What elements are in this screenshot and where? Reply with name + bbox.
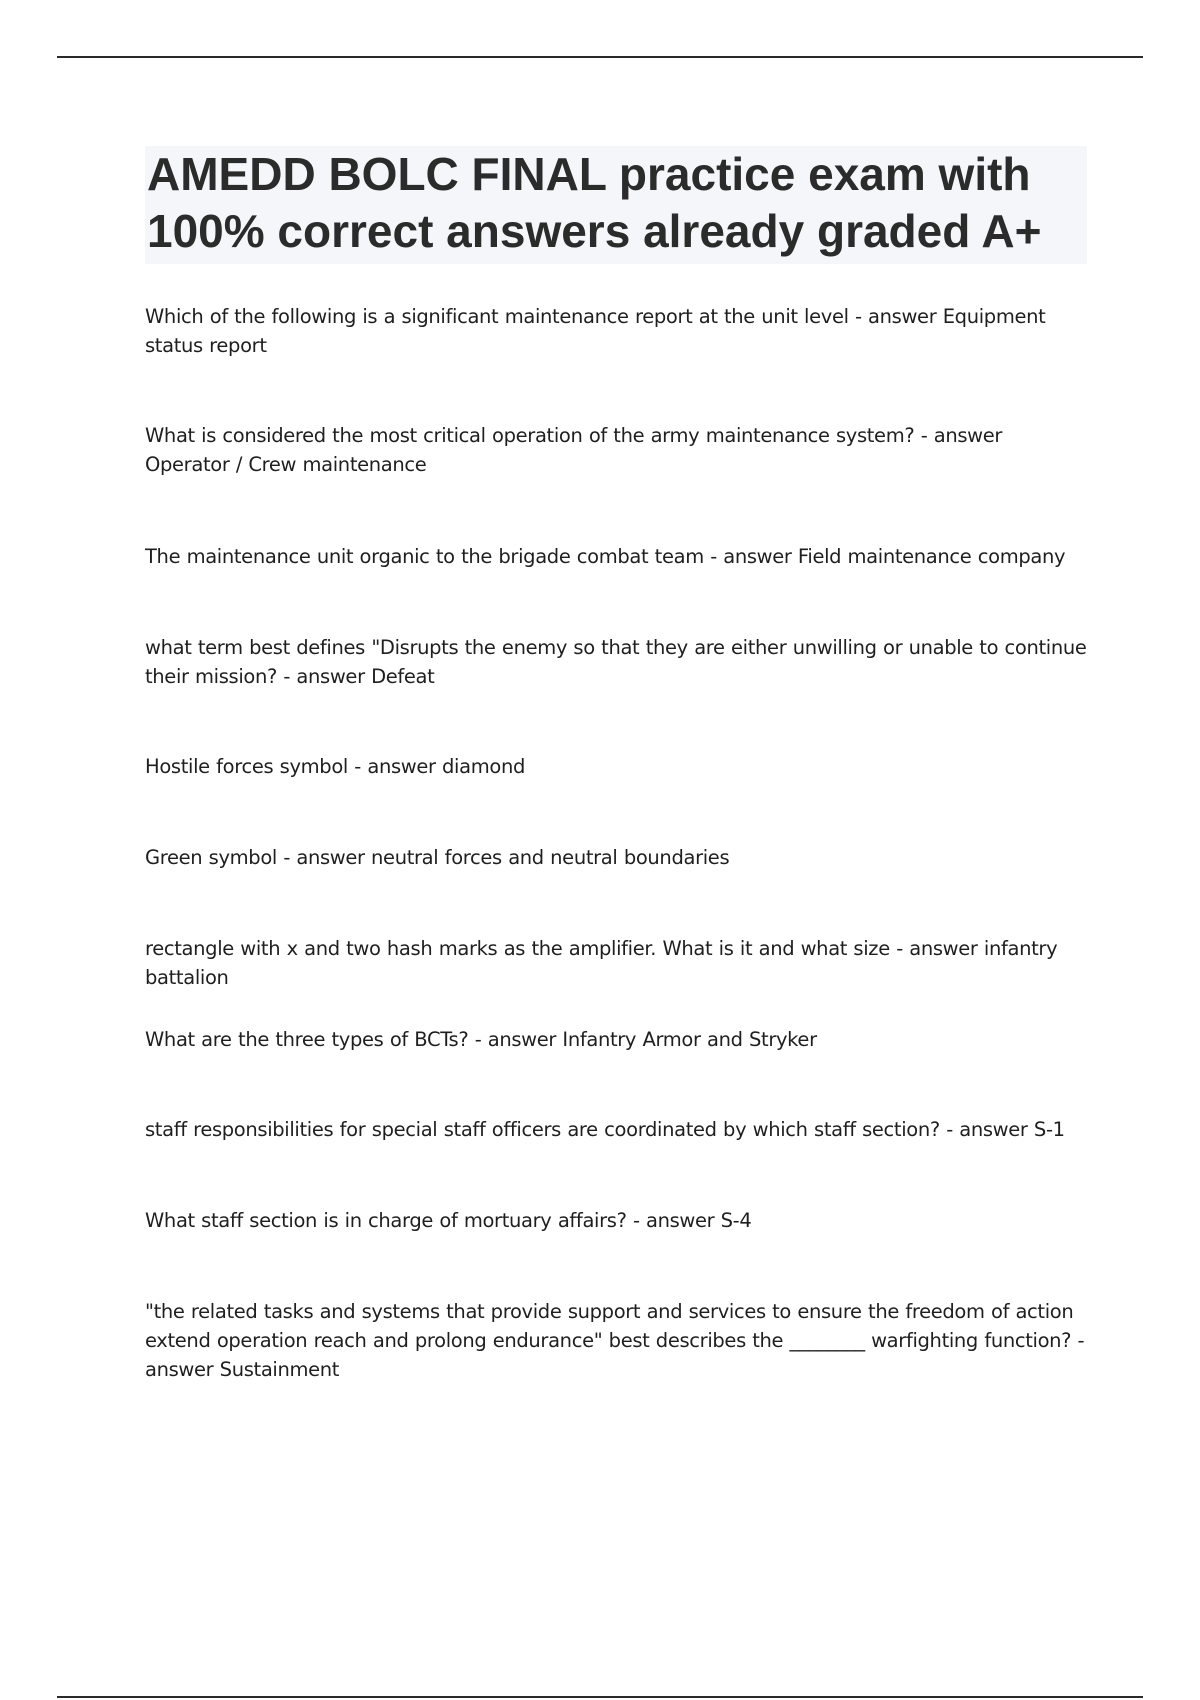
qa-item: rectangle with x and two hash marks as the amplifier. What is it and what size - answer infantry battalion — [145, 937, 1058, 989]
qa-item: What staff section is in charge of mortuary affairs? - answer S-4 — [145, 1209, 752, 1232]
title-block — [145, 146, 1087, 264]
qa-item: What is considered the most critical operation of the army maintenance system? - answer Operator / Crew maintenance — [145, 424, 1003, 476]
qa-item: "the related tasks and systems that provide support and services to ensure the freedom of action extend operation reach and prolong endurance" best describes the ________ warfighting function? - answer Sustainment — [145, 1300, 1085, 1381]
qa-item: Green symbol - answer neutral forces and neutral boundaries — [145, 846, 730, 869]
qa-item: The maintenance unit organic to the brigade combat team - answer Field maintenance company — [145, 545, 1066, 568]
qa-item: what term best defines "Disrupts the enemy so that they are either unwilling or unable to continue their mission? - answer Defeat — [145, 636, 1087, 688]
qa-item: Which of the following is a significant maintenance report at the unit level - answer Equipment status report — [145, 305, 1046, 357]
qa-item: staff responsibilities for special staff officers are coordinated by which staff section? - answer S-1 — [145, 1118, 1065, 1141]
page-title: AMEDD BOLC FINAL practice exam with 100% correct answers already graded A+ — [147, 148, 1042, 257]
bottom-rule — [57, 1696, 1143, 1698]
qa-item: Hostile forces symbol - answer diamond — [145, 755, 525, 778]
top-rule — [57, 56, 1143, 58]
qa-item: What are the three types of BCTs? - answer Infantry Armor and Stryker — [145, 1028, 817, 1051]
